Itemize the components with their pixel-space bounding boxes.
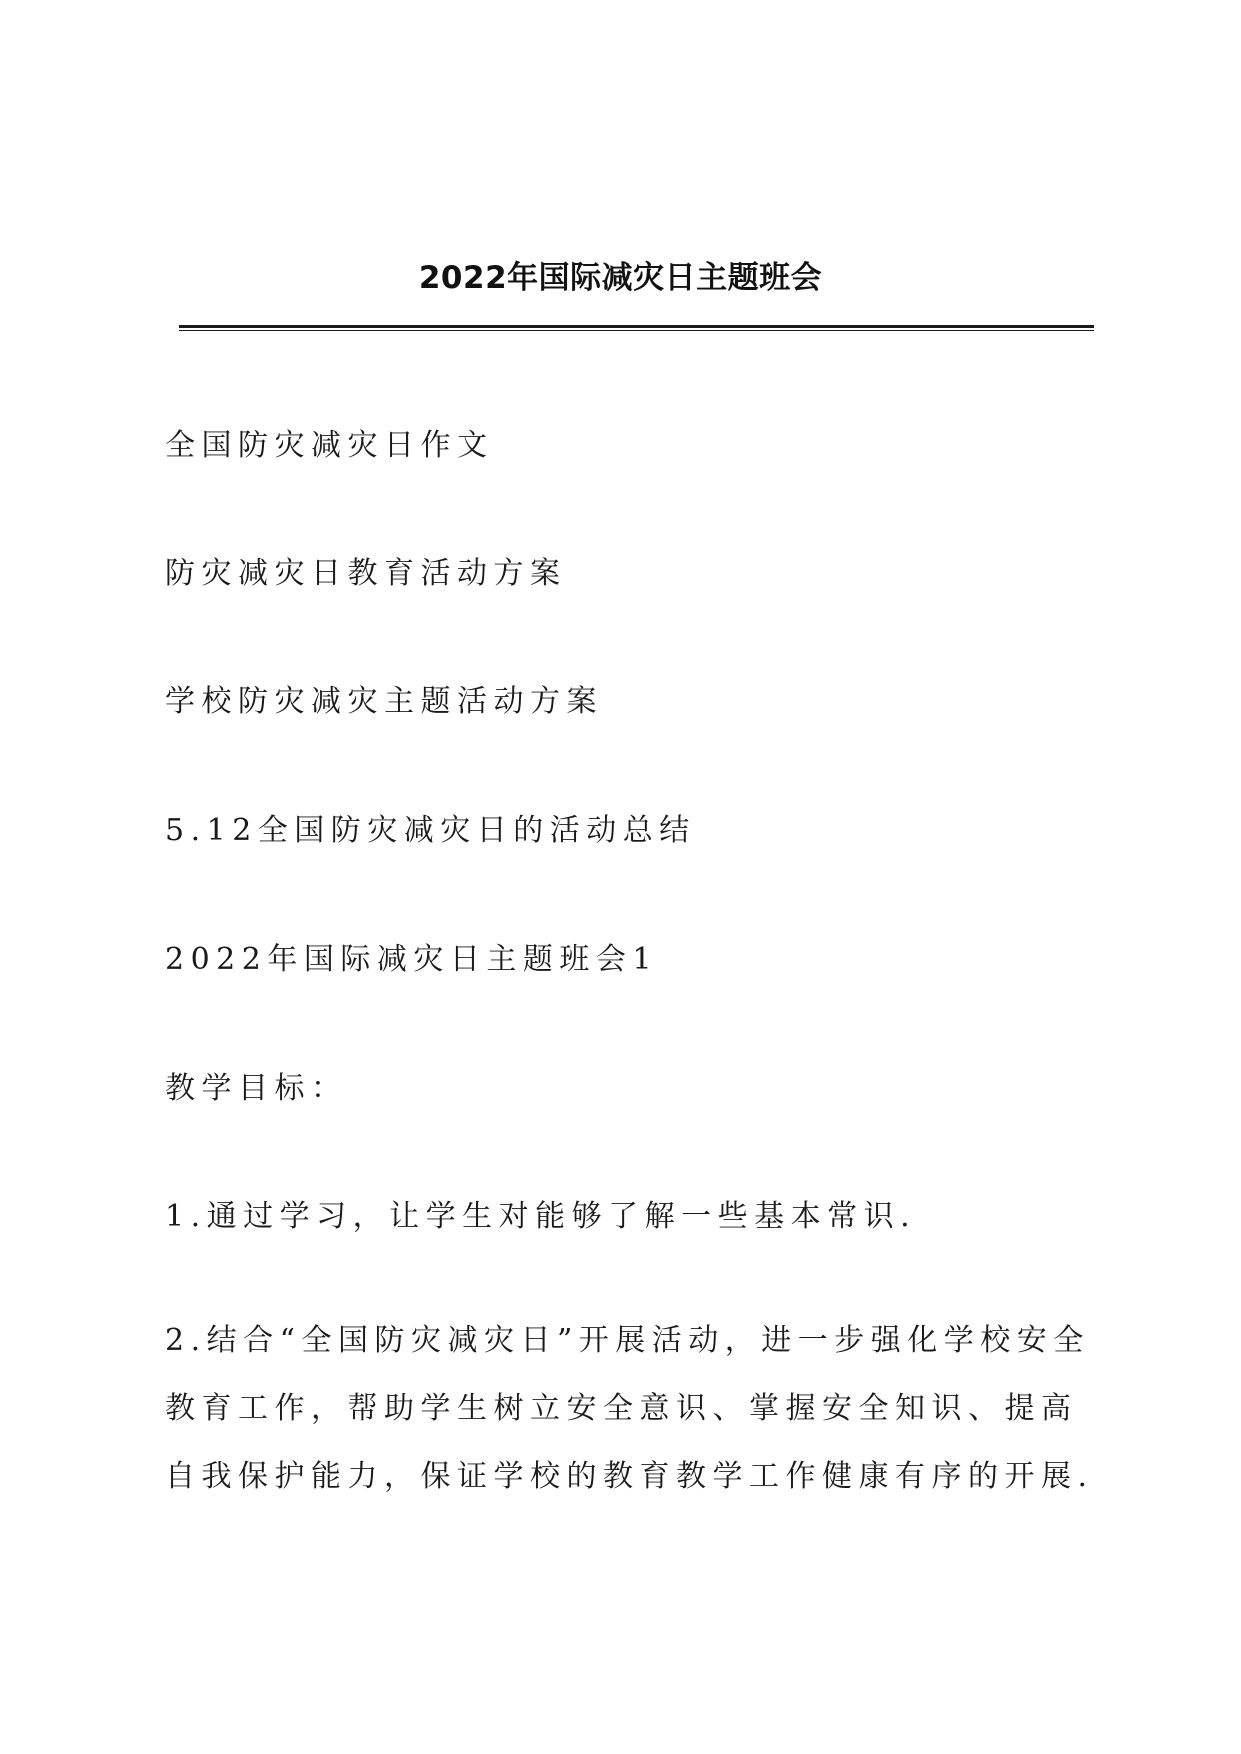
objective-1: 1.通过学习，让学生对能够了解一些基本常识. (165, 1199, 917, 1234)
objective-2: 2.结合“全国防灾减灾日”开展活动，进一步强化学校安全教育工作，帮助学生树立安全意识、掌握安全知识、提高自我保护能力，保证学校的教育教学工作健康有序的开展. (165, 1323, 1094, 1494)
title-double-rule (179, 325, 1094, 331)
toc-item-5: 2022年国际减灾日主题班会1 (165, 942, 658, 977)
toc-item-4: 5.12全国防灾减灾日的活动总结 (165, 813, 696, 848)
document-title: 2022年国际减灾日主题班会 (418, 260, 823, 296)
toc-item-3: 学校防灾减灾主题活动方案 (165, 684, 603, 719)
toc-item-2: 防灾减灾日教育活动方案 (165, 556, 567, 591)
section-heading-teaching-goals: 教学目标： (165, 1071, 348, 1106)
toc-item-1: 全国防灾减灾日作文 (165, 428, 494, 463)
